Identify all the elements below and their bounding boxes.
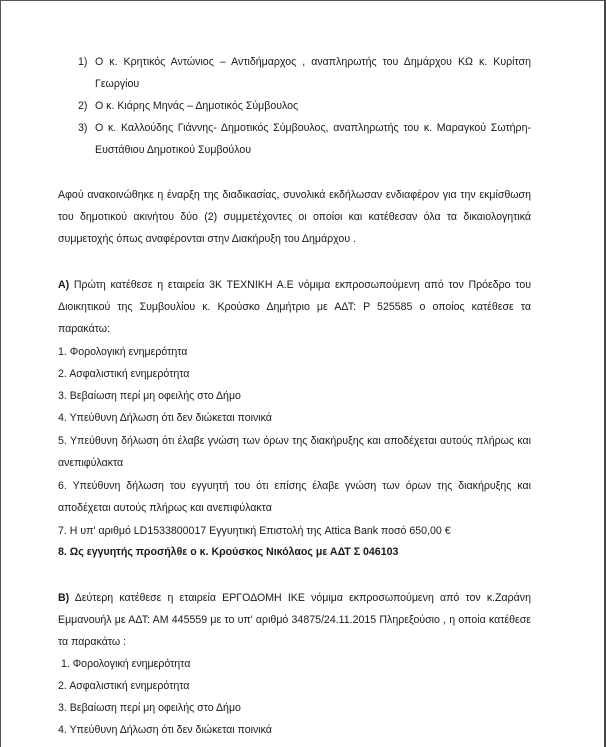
list-item	[78, 117, 531, 161]
section-a-paragraph	[58, 274, 531, 340]
section-b-paragraph	[58, 587, 531, 653]
council-members-list	[78, 51, 531, 161]
section-a-label: Α)	[58, 279, 70, 291]
list-item: 5. Υπεύθυνη δήλωση ότι έλαβε γνώση των όρων της διακήρυξης και αποδέχεται αυτούς πλήρως και ανεπιφύλακτα	[58, 435, 531, 469]
list-item: 4. Υπεύθυνη Δήλωση ότι δεν διώκεται ποινικά	[58, 412, 272, 424]
list-item: 7. Η υπ' αριθμό LD1533800017 Εγγυητική Επιστολή της Attica Bank ποσό 650,00 €	[58, 525, 451, 537]
list-item: 2. Ασφαλιστική ενημερότητα	[58, 368, 190, 380]
list-item: 3. Βεβαίωση περί μη οφειλής στο Δήμο	[58, 390, 241, 402]
list-item-text: Ο κ. Καλλούδης Γιάννης- Δημοτικός Σύμβουλος, αναπληρωτής του κ. Μαραγκού Σωτήρη- Ευστάθιου Δημοτικού Συμβούλου	[95, 122, 531, 156]
list-item: 2. Ασφαλιστική ενημερότητα	[58, 680, 190, 692]
list-item-text: Ο κ. Κιάρης Μηνάς – Δημοτικός Σύμβουλος	[95, 100, 299, 112]
list-item	[78, 95, 531, 117]
list-item: 1. Φορολογική ενημερότητα	[58, 346, 188, 358]
list-item: 1. Φορολογική ενημερότητα	[58, 658, 191, 670]
section-b-label: Β)	[58, 592, 70, 604]
page-left-edge	[0, 0, 1, 747]
list-item-number: 2)	[78, 100, 88, 112]
list-item: 6. Υπεύθυνη δήλωση του εγγυητή του ότι επίσης έλαβε γνώση των όρων της διακήρυξης και αποδέχεται αυτούς πλήρως και ανεπιφύλακτα	[58, 480, 531, 514]
intro-paragraph: Αφού ανακοινώθηκε η έναρξη της διαδικασίας, συνολικά εκδήλωσαν ενδιαφέρον για την εκμίσθωση του δημοτικού ακινήτου δύο (2) συμμετέχοντες οι οποίοι και κατέθεσαν όλα τα δικαιολογητικά συμμετοχής όπως αναφέρονται στην Διακήρυξη του Δημάρχου .	[58, 189, 531, 245]
guarantor-line: 8. Ως εγγυητής προσήλθε ο κ. Κρούσκος Νικόλαος με ΑΔΤ Σ 046103	[58, 546, 399, 558]
list-item-text: Ο κ. Κρητικός Αντώνιος – Αντιδήμαρχος , αναπληρωτής του Δημάρχου ΚΩ κ. Κυρίτση Γεωργίου	[95, 56, 531, 90]
list-item-number: 3)	[78, 122, 88, 134]
section-b-text: Δεύτερη κατέθεσε η εταιρεία ΕΡΓΟΔΟΜΗ ΙΚΕ νόμιμα εκπροσωπούμενη από τον κ.Ζαράνη Εμμανουήλ με ΑΔΤ: ΑΜ 445559 με το υπ' αριθμό 34875/24.11.2015 Πληρεξούσιο , η οποία κατέθεσε τα παρακάτω :	[58, 592, 531, 648]
page-top-edge	[0, 0, 606, 1]
list-item	[78, 51, 531, 95]
list-item: 3. Βεβαίωση περί μη οφειλής στο Δήμο	[58, 702, 241, 714]
section-a-text: Πρώτη κατέθεσε η εταιρεία 3Κ ΤΕΧΝΙΚΗ Α.Ε νόμιμα εκπροσωπούμενη από τον Πρόεδρο του Διοικητικού της Συμβουλίου κ. Κρούσκο Δημήτριο με ΑΔΤ: Ρ 525585 ο οποίος κατέθεσε τα παρακάτω:	[58, 279, 531, 335]
list-item-number: 1)	[78, 56, 88, 68]
list-item: 4. Υπεύθυνη Δήλωση ότι δεν διώκεται ποινικά	[58, 724, 272, 736]
